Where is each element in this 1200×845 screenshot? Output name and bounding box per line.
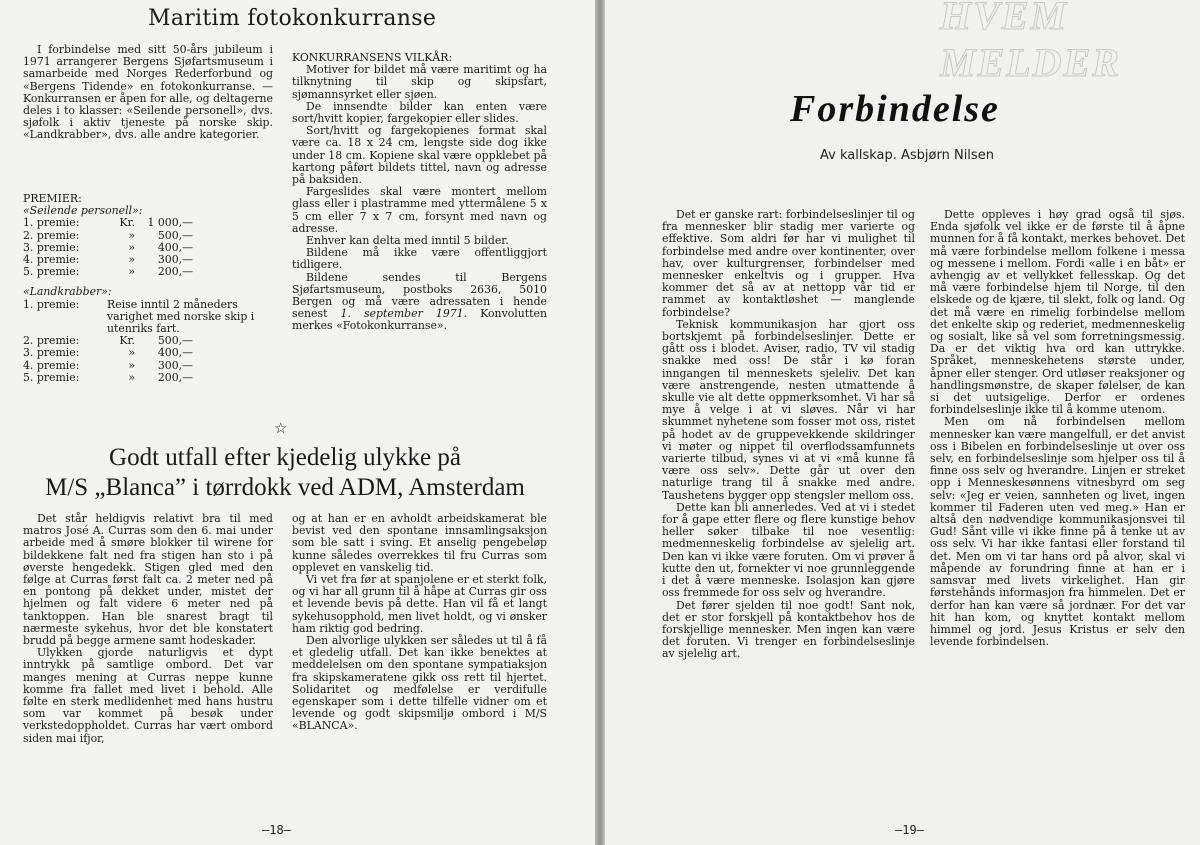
page-gutter <box>595 0 605 845</box>
prize-amount: 300,— <box>157 252 193 266</box>
article2-title-line1: Godt utfall efter kjedelig ulykke på <box>109 444 461 471</box>
conditions-list <box>292 64 547 271</box>
class2-first-prize <box>23 299 273 336</box>
article-paragraph: Teknisk kommunikasjon har gjort oss bortskjemt på forbindelseslinjer. Dette er gått oss i blodet. Aviser, radio, TV vil stadig snakke med oss! De står i kø foran inngangen til menneskets sjeleliv. Det kan være anstrengende, nesten utmattende å skulle vie alt dette oppmerksomhet. Vi har så mye å velge i at vi sløves. Når vi har skummet nyhetene som fosser mot oss, ristet på hodet av de gruppevekkende skildringer vi møter og nippet til overflodssamfunnets varierte tilbud, synes vi at vi «må kunne få være oss selv». Dette går ut over den naturlige trang til å snakke med andre. Taushetens bygger opp stengsler mellom oss. <box>662 317 915 502</box>
conditions-section <box>292 52 547 333</box>
article-paragraph: Det er ganske rart: forbindelseslinjer til og fra mennesker blir stadig mer varierte og effektive. Som aldri før har vi mulighet til forbindelse med andre over kontinenter, over hav, over kulturgrenser, forbindelser med mennesker enkeltvis og i grupper. Hva kommer det så av at nettopp vår tid er rammet av kontaktløshet — manglende forbindelse? <box>662 208 915 319</box>
article2-paragraph: og at han er en avholdt arbeidskamerat ble bevist ved den spontane innsamlingsaksjon som ble satt i sving. Et anselig pengebeløp kunne således overrekkes til fru Curras som opplevet en vanskelig tid. <box>292 512 547 574</box>
conditions-heading: KONKURRANSENS VILKÅR: <box>292 51 453 64</box>
prize-currency: » <box>128 228 135 242</box>
page-number: —19— <box>895 823 924 837</box>
bleed-through-header: HVEM MELDER <box>940 0 1121 85</box>
submission-deadline: 1. september 1971 <box>340 307 464 321</box>
article2-column-2 <box>292 513 547 733</box>
prize-currency: » <box>128 240 135 254</box>
class1-label: «Seilende personell»: <box>23 204 143 218</box>
prize-currency: Kr. <box>119 334 135 348</box>
prize-row <box>23 230 273 242</box>
prize-row <box>23 372 273 384</box>
article-column-1 <box>662 209 915 661</box>
byline: Av kallskap. Asbjørn Nilsen <box>820 148 994 163</box>
prize-label: 1. premie: <box>23 297 80 311</box>
prize-amount: 1 000,— <box>147 216 193 230</box>
prize-currency: » <box>128 370 135 384</box>
article2-column-1 <box>23 513 273 745</box>
article-column-2 <box>930 209 1185 648</box>
article2-paragraph: Ulykken gjorde naturligvis et dypt inntrykk på samtlige ombord. Det var manges mening at Curras neppe kunne komme fra fallet med livet i behold. Alle følte en sterk medlidenhet med hans hustru som var kommet på besøk under verkstedoppholdet. Curras har vært ombord siden mai ifjor, <box>23 646 273 745</box>
condition-paragraph: Fargeslides skal være montert mellom glass eller i plastramme med yttermålene 5 x 5 cm eller 7 x 7 cm, forsynt med navn og adresse. <box>292 185 547 235</box>
prize-label: 4. premie: <box>23 358 80 372</box>
condition-paragraph: Sort/hvitt og fargekopienes format skal være ca. 18 x 24 cm, lengste side dog ikke under 18 cm. Kopiene skal være oppklebet på kartong påført bildets tittel, navn og adresse på baksiden. <box>292 124 547 187</box>
prize-row <box>23 360 273 372</box>
prize-amount: 500,— <box>157 334 193 348</box>
article2-paragraph: Vi vet fra før at spanjolene er et sterkt folk, og vi har all grunn til å håpe at Curras gir oss et levende bevis på dette. Han vil få et langt sykehusopphold, men livet holdt, og vi ønsker ham riktig god bedring. <box>292 573 547 635</box>
submission-text-end: . Konvolutten merkes «Fotokonkurranse». <box>292 307 547 333</box>
class2-prize-list <box>23 335 273 384</box>
article-paragraph: Men om nå forbindelsen mellom mennesker kan være mangelfull, er det anvist oss i Bibelen en forbindelseslinje ut over oss selv, en forbindelseslinje som hjelper oss til å finne oss selv og hverandre. Linjen er streket opp i Menneskesønnens vitnesbyrd om seg selv: «Jeg er veien, sannheten og livet, ingen kommer til Faderen uten ved meg.» Han er altså den nødvendige kommunikasjonsvei til Gud! Sånt ville vi ikke finne på å tenke ut av oss selv. Vi har ikke fantasi eller forstand til det. Men om vi tar hans ord på alvor, skal vi måpende av forundring finne at han er i samsvar med livets virkelighet. Han gir førstehånds informasjon fra himmelen. Det er derfor han kan være så jordnær. For det var hit han kom, og knyttet kontakt mellom himmel og jord. Jesus Kristus er selv den levende forbindelsen. <box>930 415 1185 649</box>
prize-label: 3. premie: <box>23 240 80 254</box>
prize-amount: 500,— <box>157 228 193 242</box>
article2-paragraph: Det står heldigvis relativt bra til med matros José A. Curras som den 6. mai under arbeide med å smøre blokker til wirene for bildekkene falt ned fra stigen han sto i på øverste hengedekk. Stigen gled med den følge at Curras først falt ca. 2 meter ned på en pontong på dekket under, mistet der hjelmen og falt videre 6 meter ned på tanktoppen. Han ble snarest bragt til nærmeste sykehus, hvor det ble konstatert brudd på begge armene samt hodeskader. <box>23 512 273 648</box>
prize-label: 5. premie: <box>23 370 80 384</box>
page-number: —18— <box>262 823 291 837</box>
prize-amount: 200,— <box>157 370 193 384</box>
article-paragraph: Dette kan bli annerledes. Ved at vi i stedet for å gape etter flere og flere kunstige behov heller søker tilbake til noe vesentlig: medmenneskelig forbindelse av sjelelig art. Den kan vi ikke være foruten. Om vi prøver å kutte den ut, fornekter vi noe grunnleggende i det å være menneske. Isolasjon kan gjøre oss fremmede for oss selv og hverandre. <box>662 500 915 600</box>
article2-paragraph: Den alvorlige ulykken ser således ut til å få et gledelig utfall. Det kan ikke benektes at meddelelsen om den spontane sympatiaksjon fra skipskameratene gikk oss rett til hjertet. Solidaritet og medfølelse er verdifulle egenskaper som i dette tilfelle vidner om et levende og godt skipsmiljø ombord i M/S «BLANCA». <box>292 634 547 733</box>
prize-amount: 400,— <box>157 240 193 254</box>
prize-currency: » <box>128 252 135 266</box>
intro-text: I forbindelse med sitt 50-års jubileum i 1971 arrangerer Bergens Sjøfartsmuseum i samarbeide med Norges Rederforbund og «Bergens Tidende» en fotokonkurranse. — Konkurransen er åpen for alle, og deltagerne deles i to klasser: «Seilende personell», dvs. sjøfolk i aktiv tjeneste på norske skip. «Landkrabber», dvs. alle andre kategorier. <box>23 43 273 142</box>
prize-label: 2. premie: <box>23 228 80 242</box>
left-page <box>0 0 595 845</box>
prize-label: 4. premie: <box>23 252 80 266</box>
right-page <box>605 0 1200 845</box>
prize-currency: » <box>128 358 135 372</box>
prize-description: Reise inntil 2 måneders varighet med norske skip i utenriks fart. <box>107 297 255 335</box>
prizes-section <box>23 193 273 384</box>
condition-submission <box>292 272 547 333</box>
article-title: Maritim fotokonkurranse <box>148 6 437 31</box>
prize-label: 1. premie: <box>23 216 80 230</box>
article-paragraph: Det fører sjelden til noe godt! Sant nok, det er stor forskjell på kontaktbehov hos de forskjellige mennesker. Men ingen kan være det foruten. Vi trenger en forbindelseslinje av sjelelig art. <box>662 598 915 661</box>
article2-title-line2: M/S „Blanca” i tørrdokk ved ADM, Amsterdam <box>45 474 525 501</box>
prize-amount: 400,— <box>157 346 193 360</box>
prize-label: 5. premie: <box>23 265 80 279</box>
article-paragraph: Dette oppleves i høy grad også til sjøs. Enda sjøfolk vel ikke er de første til å åpne munnen for å få kontakt, merkes behovet. Det må være forbindelse mellom folkene i messa og messene i mellom. Fordi «alle i en båt» er avhengig av et vellykket fellesskap. Og det må være forbindelse hjem til Norge, til den elskede og de kjære, til slekt, folk og land. Og det må være en rimelig forbindelse mellom det enkelte skip og rederiet, medmenneskelig og sosialt, like så vel som forretningsmessig. Da er det viktig hva ord kan uttrykke. Språket, menneskehetens største under, åpner eller stenger. Ord utløser reaksjoner og handlingsmønstre, de skaper følelser, de kan si det uutsigelige. Derfor er ordenes forbindelseslinje ikke til å komme utenom. <box>930 208 1185 417</box>
star-separator: ☆ <box>274 419 288 437</box>
submission-text-start: Bildene sendes til Bergens Sjøfartsmuseum, postboks 2636, 5010 Bergen og må være adressaten i hende senest <box>292 270 547 321</box>
article2-title <box>0 443 570 503</box>
prize-currency: » <box>128 265 135 279</box>
prize-row <box>23 266 273 278</box>
condition-paragraph: Motiver for bildet må være maritimt og ha tilknytning til skip og skipsfart, sjømannsyrket eller sjøen. <box>292 63 547 101</box>
class1-prize-list <box>23 217 273 278</box>
prize-row <box>23 347 273 359</box>
prize-amount: 300,— <box>157 358 193 372</box>
class2-label: «Landkrabber»: <box>23 285 112 299</box>
condition-paragraph: Enhver kan delta med inntil 5 bilder. <box>306 234 509 248</box>
prize-currency: » <box>128 346 135 360</box>
intro-paragraph <box>23 44 273 142</box>
prize-label: 2. premie: <box>23 334 80 348</box>
prize-label: 3. premie: <box>23 346 80 360</box>
prize-amount: 200,— <box>157 265 193 279</box>
condition-paragraph: Bildene må ikke være offentliggjort tidligere. <box>292 246 547 272</box>
article-title: Forbindelse <box>790 88 1000 130</box>
prize-row <box>23 217 273 229</box>
prize-currency: Kr. <box>119 216 135 230</box>
condition-paragraph: De innsendte bilder kan enten være sort/hvitt kopier, fargekopier eller slides. <box>292 99 547 126</box>
prizes-heading: PREMIER: <box>23 192 82 205</box>
